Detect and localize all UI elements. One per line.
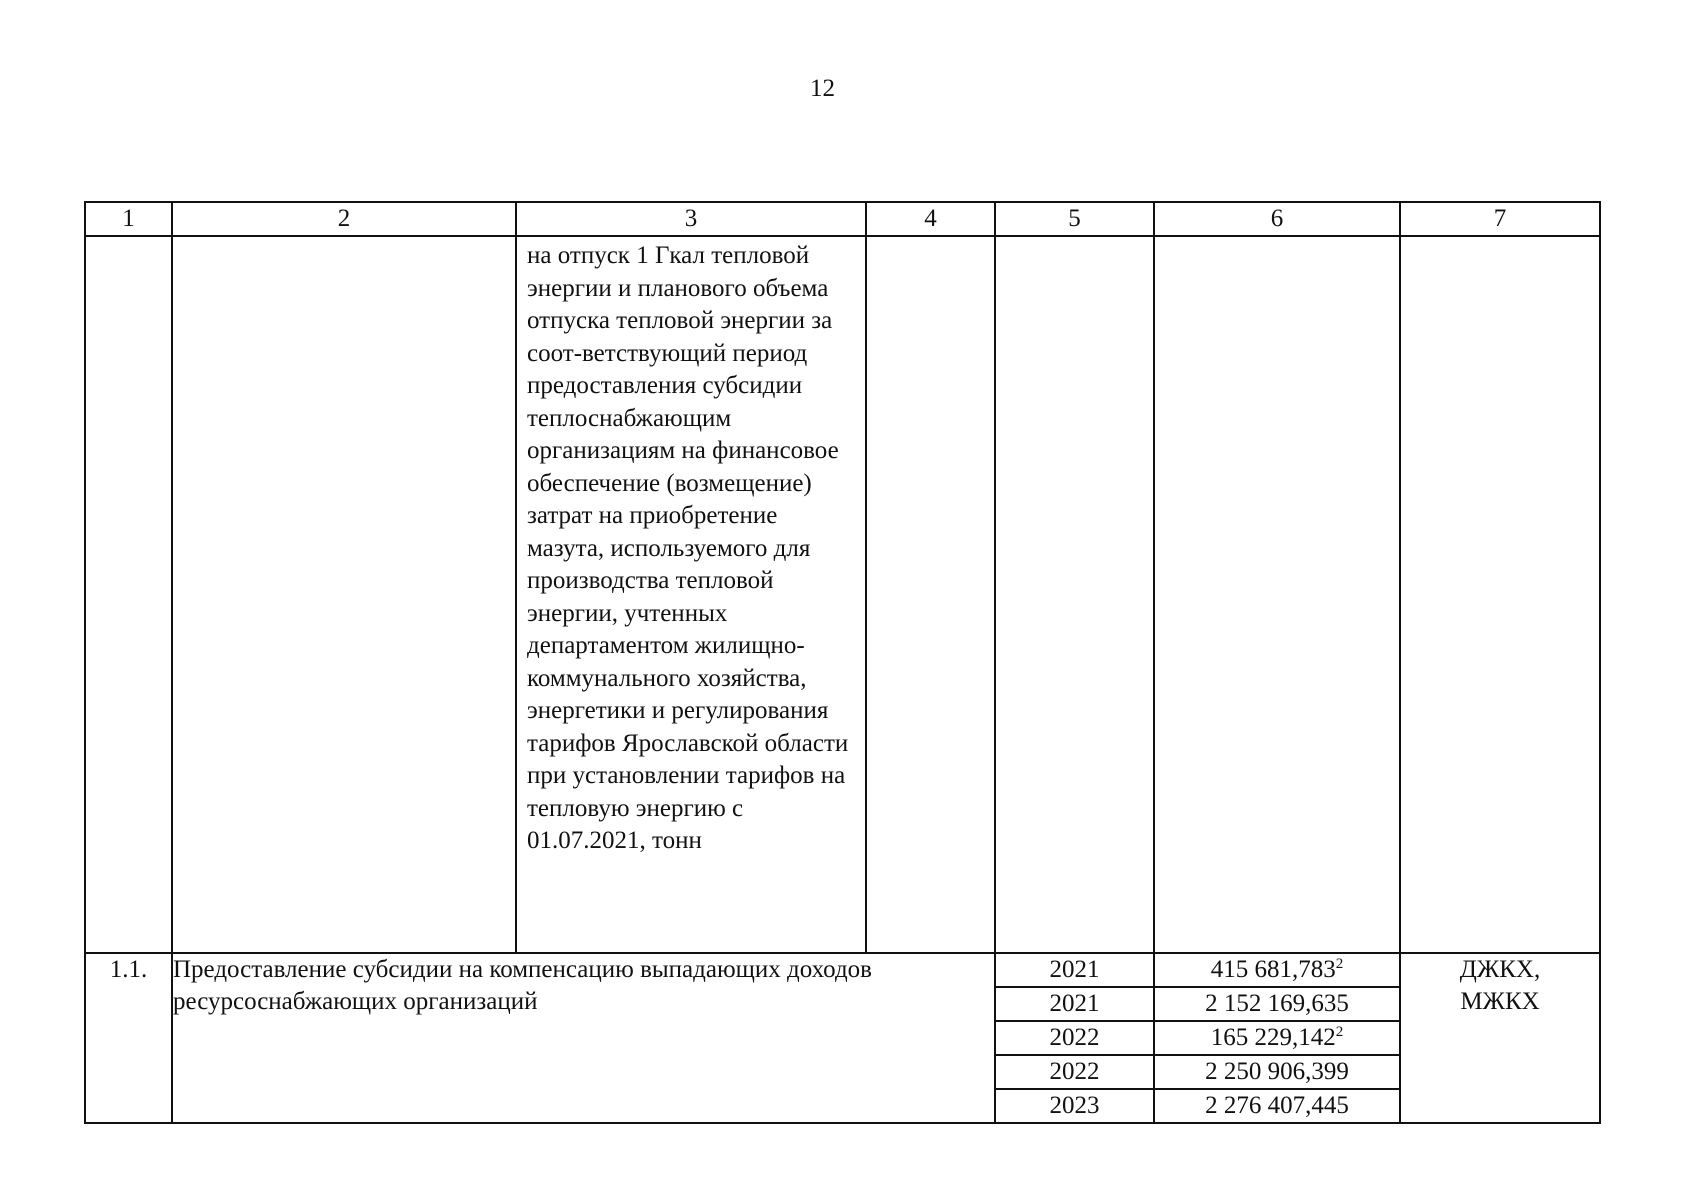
- measures-table: [84, 201, 1601, 1124]
- column-number-row: [85, 202, 1600, 236]
- empty-cell: [995, 236, 1154, 953]
- executor-cell: [1400, 953, 1600, 1123]
- executor-name: МЖКХ: [1460, 988, 1540, 1015]
- amount-cell: [1154, 1021, 1400, 1055]
- empty-cell: [85, 236, 172, 953]
- continuation-row: [85, 236, 1600, 953]
- year-cell: 2021: [995, 987, 1154, 1021]
- column-header: 4: [866, 202, 995, 236]
- column-header: 7: [1400, 202, 1600, 236]
- item-description: Предоставление субсидии на компенсацию выпадающих доходов ресурсоснабжающих организаций: [172, 953, 995, 1123]
- year-cell: 2021: [995, 953, 1154, 987]
- column-header: 2: [172, 202, 516, 236]
- amount-value: 415 681,783: [1210, 956, 1336, 983]
- amount-value: 2 152 169,635: [1205, 990, 1349, 1017]
- year-cell: 2023: [995, 1089, 1154, 1123]
- executor-name: ДЖКХ,: [1459, 956, 1541, 983]
- empty-cell: [866, 236, 995, 953]
- amount-value: 165 229,142: [1210, 1024, 1336, 1051]
- amount-value: 2 276 407,445: [1205, 1092, 1349, 1119]
- item-row: [85, 953, 1600, 987]
- empty-cell: [1400, 236, 1600, 953]
- indicator-description-text: на отпуск 1 Гкал тепловой энергии и планового объема отпуска тепловой энергии за соот-ветствующий период предоставления субсидии теплоснабжающим организациям на финансовое обеспечение (возмещение) затрат на приобретение мазута, используемого для производства тепловой энергии, учтенных департаментом жилищно-коммунального хозяйства, энергетики и регулирования тарифов Ярославской области при установлении тарифов на тепловую энергию с 01.07.2021, тонн: [527, 242, 849, 854]
- column-header: 5: [995, 202, 1154, 236]
- amount-cell: [1154, 1055, 1400, 1089]
- amount-value: 2 250 906,399: [1205, 1058, 1349, 1085]
- page-number: 12: [810, 75, 835, 102]
- footnote-mark: 2: [1335, 956, 1344, 972]
- column-header: 1: [85, 202, 172, 236]
- item-number: 1.1.: [85, 953, 172, 1123]
- year-cell: 2022: [995, 1055, 1154, 1089]
- footnote-mark: 2: [1335, 1024, 1344, 1040]
- indicator-description-continued: [516, 236, 866, 953]
- amount-cell: [1154, 987, 1400, 1021]
- column-header: 3: [516, 202, 866, 236]
- column-header: 6: [1154, 202, 1400, 236]
- empty-cell: [172, 236, 516, 953]
- amount-cell: [1154, 953, 1400, 987]
- amount-cell: [1154, 1089, 1400, 1123]
- empty-cell: [1154, 236, 1400, 953]
- year-cell: 2022: [995, 1021, 1154, 1055]
